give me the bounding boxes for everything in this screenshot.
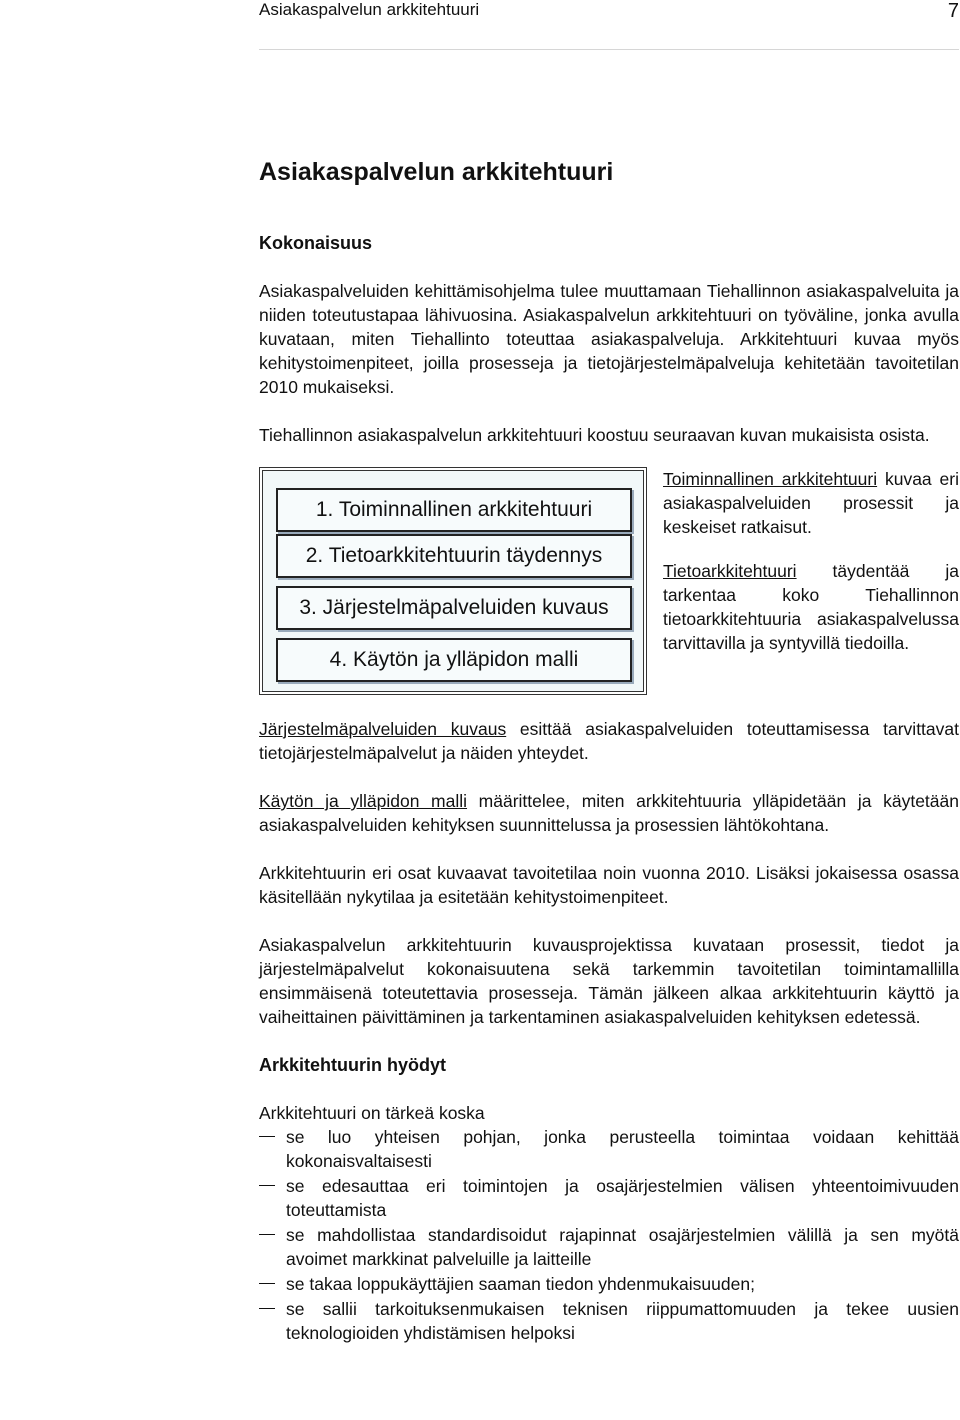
section-heading-kokonaisuus: Kokonaisuus bbox=[259, 233, 373, 253]
dash-bullet-icon bbox=[259, 1308, 275, 1309]
list-item-text: se luo yhteisen pohjan, jonka perusteella toimintaa voidaan kehittää kokonaisvaltaisesti bbox=[286, 1127, 959, 1171]
list-item bbox=[259, 1125, 959, 1173]
dash-bullet-icon bbox=[259, 1283, 275, 1284]
dash-bullet-icon bbox=[259, 1136, 275, 1137]
diagram-item-2: 2. Tietoarkkitehtuurin täydennys bbox=[276, 534, 632, 578]
paragraph-text: esittää asiakaspalveluiden toteuttamisessa tarvittavat tietojärjestelmäpalvelut ja näiden yhteydet. bbox=[259, 719, 959, 763]
running-title: Asiakaspalvelun arkkitehtuuri bbox=[259, 0, 480, 19]
page-number: 7 bbox=[947, 0, 959, 22]
side-text: täydentää ja tarkentaa koko Tiehallinnon tietoarkkitehtuuria asiakaspalvelussa tarvittavilla ja syntyvillä tiedoilla. bbox=[663, 561, 959, 653]
list-item-text: se mahdollistaa standardisoidut rajapinnat osajärjestelmien välillä ja sen myötä avoimet markkinat palveluille ja laitteille bbox=[286, 1225, 959, 1269]
paragraph bbox=[259, 717, 959, 765]
side-text: kuvaa eri asiakaspalveluiden prosessit ja keskeiset ratkaisut. bbox=[663, 469, 959, 537]
diagram-item-3: 3. Järjestelmäpalveluiden kuvaus bbox=[276, 586, 632, 630]
diagram-item-1: 1. Toiminnallinen arkkitehtuuri bbox=[276, 488, 632, 532]
header-rule bbox=[259, 49, 959, 50]
architecture-diagram bbox=[259, 467, 647, 695]
dash-bullet-icon bbox=[259, 1234, 275, 1235]
list-item bbox=[259, 1297, 959, 1345]
list-item-text: se edesauttaa eri toimintojen ja osajärjestelmien välisen yhteentoimivuuden toteuttamista bbox=[286, 1176, 959, 1220]
paragraph: Tiehallinnon asiakaspalvelun arkkitehtuuri koostuu seuraavan kuvan mukaisista osista. bbox=[259, 425, 930, 445]
dash-bullet-icon bbox=[259, 1185, 275, 1186]
list-item-text: se takaa loppukäyttäjien saaman tiedon yhdenmukaisuuden; bbox=[286, 1274, 755, 1294]
list-intro: Arkkitehtuuri on tärkeä koska bbox=[259, 1103, 485, 1123]
term-jarjestelmapalvelut: Järjestelmäpalveluiden kuvaus bbox=[259, 719, 507, 739]
section-heading-hyodyt: Arkkitehtuurin hyödyt bbox=[259, 1055, 447, 1075]
page-header bbox=[259, 0, 959, 24]
diagram-item-4: 4. Käytön ja ylläpidon malli bbox=[276, 638, 632, 682]
side-paragraph bbox=[663, 467, 959, 539]
diagram-side-text bbox=[663, 467, 959, 699]
page-content bbox=[259, 155, 959, 1346]
paragraph: Asiakaspalvelun arkkitehtuurin kuvausprojektissa kuvataan prosessit, tiedot ja järjestelmäpalvelut kokonaisuutena sekä tarkemmin tavoitetilan toimintamallilla ensimmäisenä toteutettavia prosesseja. Tämän jälkeen alkaa arkkitehtuurin käyttö ja vaiheittainen päivittäminen ja tarkentaminen asiakaspalveluiden kehityksen edetessä. bbox=[259, 935, 959, 1027]
term-kaytto-yllapito: Käytön ja ylläpidon malli bbox=[259, 791, 468, 811]
side-paragraph bbox=[663, 559, 959, 655]
list-item bbox=[259, 1272, 959, 1296]
benefits-list bbox=[259, 1125, 959, 1345]
term-toiminnallinen: Toiminnallinen arkkitehtuuri bbox=[663, 469, 878, 489]
paragraph-text: määrittelee, miten arkkitehtuuria ylläpidetään ja käytetään asiakaspalveluiden kehityksen suunnittelussa ja prosessien lähtökohtana. bbox=[259, 791, 959, 835]
paragraph: Arkkitehtuurin eri osat kuvaavat tavoitetilaa noin vuonna 2010. Lisäksi jokaisessa osassa käsitellään nykytilaa ja esitetään kehitystoimenpiteet. bbox=[259, 863, 959, 907]
page-title: Asiakaspalvelun arkkitehtuuri bbox=[259, 158, 614, 186]
term-tietoarkkitehtuuri: Tietoarkkitehtuuri bbox=[663, 561, 797, 581]
list-item bbox=[259, 1223, 959, 1271]
paragraph: Asiakaspalveluiden kehittämisohjelma tulee muuttamaan Tiehallinnon asiakaspalveluita ja niiden toteutustapaa lähivuosina. Asiakaspalvelun arkkitehtuuri on työväline, jonka avulla kuvataan, miten Tiehallinto toteuttaa asiakaspalveluja. Arkkitehtuuri kuvaa myös kehitystoimenpiteet, joilla prosesseja ja tietojärjestelmäpalveluja kehitetään tavoitetilan 2010 mukaiseksi. bbox=[259, 281, 959, 397]
figure-row bbox=[259, 467, 959, 699]
list-item-text: se sallii tarkoituksenmukaisen teknisen riippumattomuuden ja tekee uusien teknologioiden yhdistämisen helpoksi bbox=[286, 1299, 959, 1343]
paragraph bbox=[259, 789, 959, 837]
list-item bbox=[259, 1174, 959, 1222]
